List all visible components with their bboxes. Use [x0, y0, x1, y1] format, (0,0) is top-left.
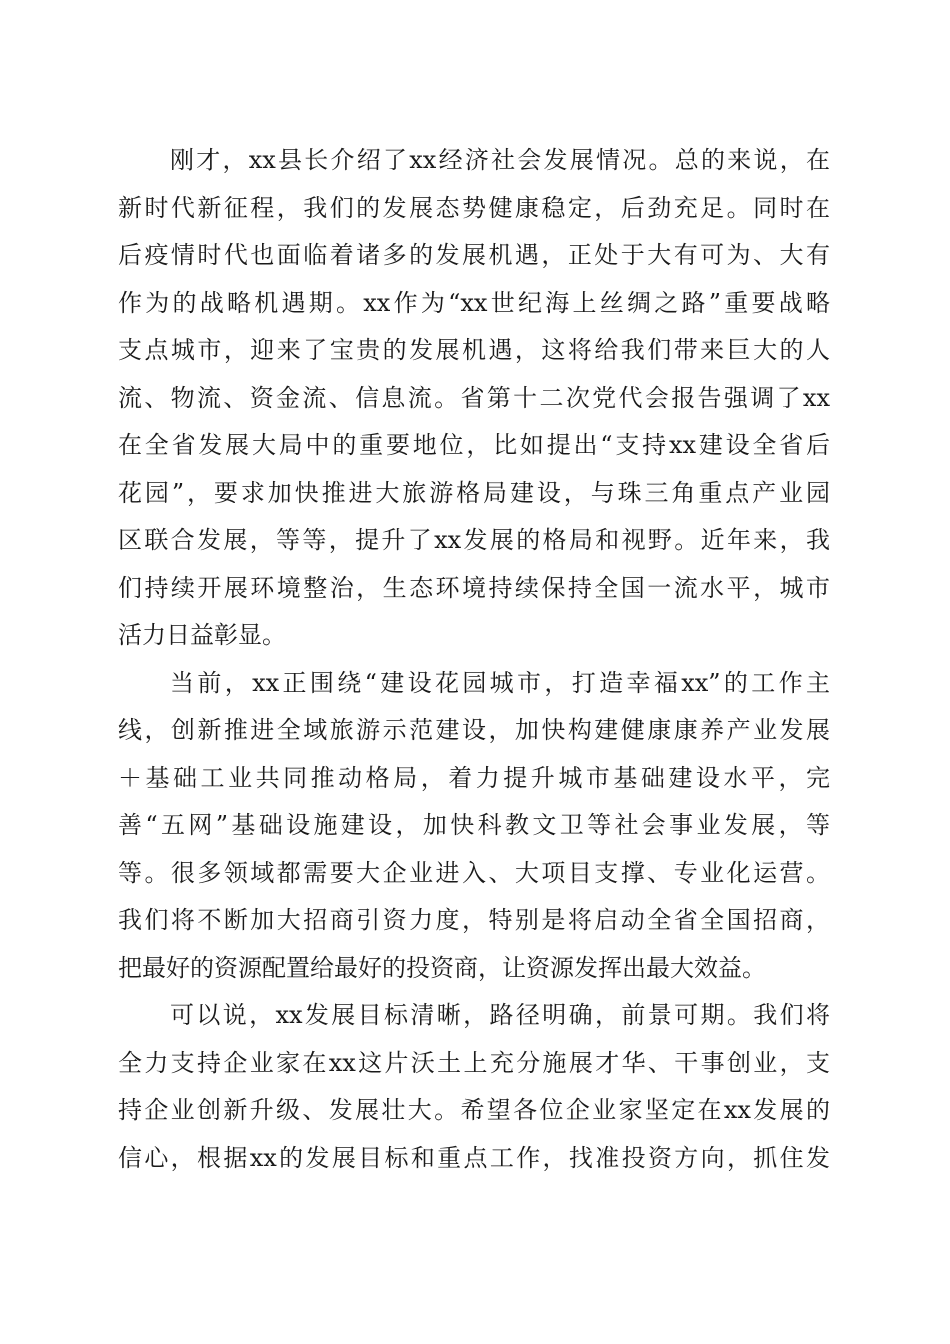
paragraph-3-line: 可以说，xx发展目标清晰，路径明确，前景可期。我们将: [170, 1001, 830, 1029]
paragraph-1-line: 后疫情时代也面临着诸多的发展机遇，正处于大有可为、大有: [118, 241, 830, 269]
paragraph-2-line: ＋基础工业共同推动格局，着力提升城市基础建设水平，完: [118, 763, 830, 792]
paragraph-2-line: 我们将不断加大招商引资力度，特别是将启动全省全国招商，: [118, 906, 830, 934]
paragraph-2-line: 当前，xx正围绕“建设花园城市，打造幸福xx”的工作主: [170, 668, 830, 697]
paragraph-1-line: 流、物流、资金流、信息流。省第十二次党代会报告强调了xx: [118, 383, 830, 412]
paragraph-1-line: 活力日益彰显。: [118, 621, 286, 649]
paragraph-3-line: 持企业创新升级、发展壮大。希望各位企业家坚定在xx发展的: [118, 1096, 830, 1124]
paragraph-3-line: 信心，根据xx的发展目标和重点工作，找准投资方向，抓住发: [118, 1143, 830, 1172]
paragraph-2-line: 把最好的资源配置给最好的投资商，让资源发挥出最大效益。: [118, 953, 766, 982]
paragraph-1-line: 们持续开展环境整治，生态环境持续保持全国一流水平，城市: [118, 573, 830, 602]
paragraph-1-line: 花园”，要求加快推进大旅游格局建设，与珠三角重点产业园: [118, 478, 830, 507]
paragraph-1-line: 刚才，xx县长介绍了xx经济社会发展情况。总的来说，在: [170, 146, 830, 174]
paragraph-2-line: 善“五网”基础设施建设，加快科教文卫等社会事业发展，等: [118, 811, 830, 839]
paragraph-2-line: 等。很多领域都需要大企业进入、大项目支撑、专业化运营。: [118, 858, 830, 887]
paragraph-1-line: 支点城市，迎来了宝贵的发展机遇，这将给我们带来巨大的人: [118, 336, 830, 364]
paragraph-3-line: 全力支持企业家在xx这片沃土上充分施展才华、干事创业，支: [118, 1048, 830, 1077]
paragraph-2-line: 线，创新推进全域旅游示范建设，加快构建健康康养产业发展: [118, 716, 830, 744]
paragraph-1-line: 在全省发展大局中的重要地位，比如提出“支持xx建设全省后: [118, 431, 830, 459]
paragraph-1-line: 新时代新征程，我们的发展态势健康稳定，后劲充足。同时在: [118, 193, 830, 222]
body-text: [118, 137, 830, 1182]
paragraph-1-line: 区联合发展，等等，提升了xx发展的格局和视野。近年来，我: [118, 526, 830, 554]
paragraph-1-line: 作为的战略机遇期。xx作为“xx世纪海上丝绸之路”重要战略: [118, 288, 830, 317]
